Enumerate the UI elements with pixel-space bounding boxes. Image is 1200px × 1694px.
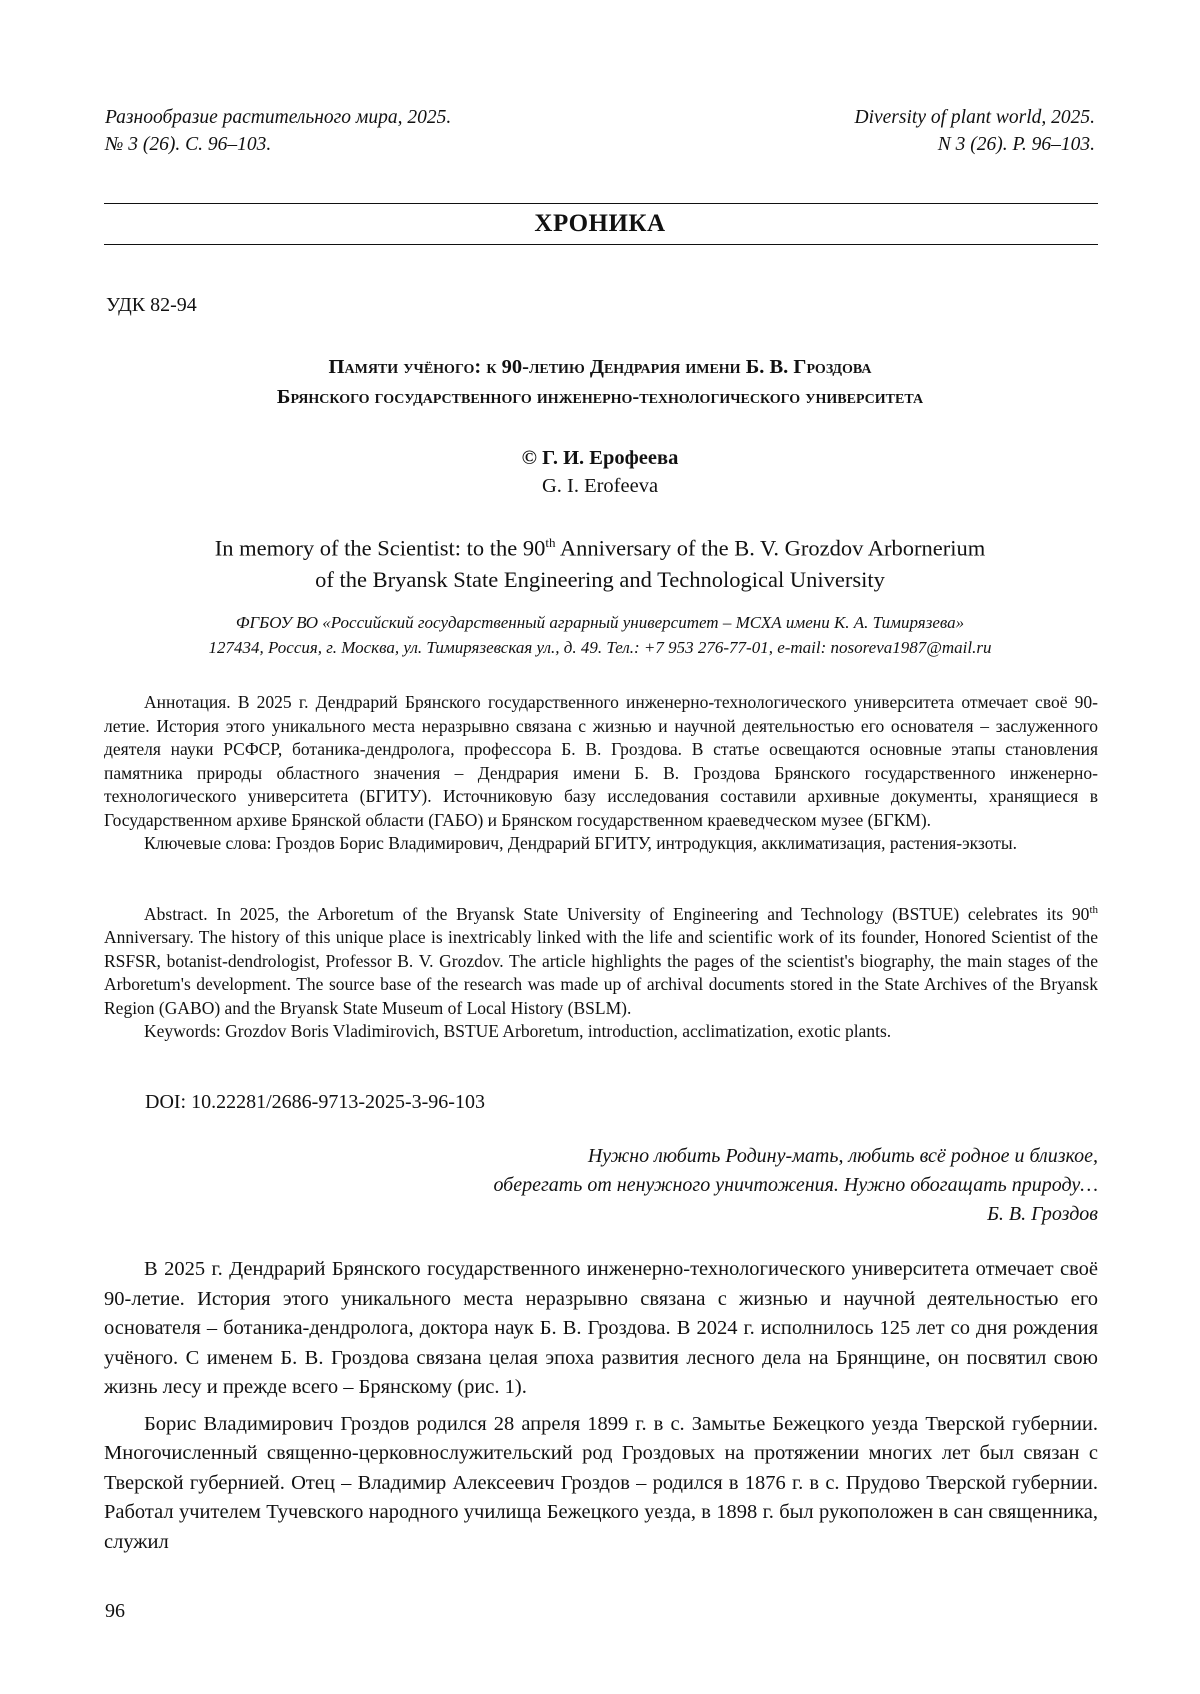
author-ru: © Г. И. Ерофеева — [0, 444, 1200, 472]
article-title — [80, 352, 1120, 412]
abstract-en — [104, 899, 1098, 1044]
doi: DOI: 10.22281/2686-9713-2025-3-96-103 — [145, 1091, 485, 1114]
article-title-line2: Брянского государственного инженерно-технологического университета — [80, 382, 1120, 412]
header-en — [855, 104, 1096, 158]
annotation-ru-text: Аннотация. В 2025 г. Дендрарий Брянского государственного инженерно-технологического университета отмечает своё 90-летие. История этого уникального места неразрывно связана с жизнью и научной деятельностью его основателя – заслуженного деятеля науки РСФСР, ботаника-дендролога, профессора Б. В. Гроздова. В статье освещаются основные этапы становления памятника природы областного значения – Дендрария имени Б. В. Гроздова Брянского государственного инженерно-технологического университета (БГИТУ). Источниковую базу исследования составили архивные документы, хранящиеся в Государственном архиве Брянской области (ГАБО) и Брянском государственном краеведческом музее (БГКМ). — [104, 691, 1098, 832]
epigraph-author: Б. В. Гроздов — [493, 1200, 1098, 1229]
english-title-line1-post: Anniversary of the B. V. Grozdov Arbornerium — [555, 536, 985, 561]
rubric-top-rule — [104, 203, 1098, 204]
abstract-en-sup: th — [1089, 904, 1098, 916]
annotation-ru — [104, 691, 1098, 856]
page-number: 96 — [105, 1600, 125, 1623]
running-header — [105, 104, 1095, 158]
rubric-heading: ХРОНИКА — [0, 210, 1200, 238]
article-body — [104, 1255, 1098, 1564]
affiliation — [110, 610, 1090, 660]
article-title-line1: Памяти учёного: к 90-летию Дендрария имени Б. В. Гроздова — [80, 352, 1120, 382]
author-block — [0, 444, 1200, 500]
affiliation-line1: ФГБОУ ВО «Российский государственный аграрный университет – МСХА имени К. А. Тимирязева» — [110, 610, 1090, 635]
header-en-line2: N 3 (26). P. 96–103. — [855, 131, 1096, 158]
journal-page — [0, 0, 1200, 1694]
epigraph-line2: оберегать от ненужного уничтожения. Нужно обогащать природу… — [493, 1171, 1098, 1200]
english-title — [120, 527, 1080, 595]
body-paragraph-2: Борис Владимирович Гроздов родился 28 апреля 1899 г. в с. Замытье Бежецкого уезда Тверской губернии. Многочисленный священно-церковнослужительский род Гроздовых на протяжении многих лет был связан с Тверской губернией. Отец – Владимир Алексеевич Гроздов – родился в 1876 г. в с. Прудово Тверской губернии. Работал учителем Тучевского народного училища Бежецкого уезда, в 1898 г. был рукоположен в сан священника, служил — [104, 1410, 1098, 1558]
rubric-bottom-rule — [104, 244, 1098, 245]
abstract-en-text-pre: Abstract. In 2025, the Arboretum of the Bryansk State University of Engineering and Technology (BSTUE) celebrates its 90 — [144, 904, 1089, 924]
english-title-line1 — [120, 527, 1080, 564]
affiliation-line2: 127434, Россия, г. Москва, ул. Тимирязевская ул., д. 49. Тел.: +7 953 276-77-01, e-mail: nosoreva1987@mail.ru — [110, 635, 1090, 660]
header-ru — [105, 104, 451, 158]
keywords-en: Keywords: Grozdov Boris Vladimirovich, BSTUE Arboretum, introduction, acclimatization, exotic plants. — [104, 1020, 1098, 1044]
keywords-ru: Ключевые слова: Гроздов Борис Владимирович, Дендрарий БГИТУ, интродукция, акклиматизация, растения-экзоты. — [104, 832, 1098, 856]
english-title-line1-pre: In memory of the Scientist: to the 90 — [215, 536, 546, 561]
author-en: G. I. Erofeeva — [0, 472, 1200, 500]
epigraph — [493, 1142, 1098, 1229]
header-ru-line1: Разнообразие растительного мира, 2025. — [105, 104, 451, 131]
header-ru-line2: № 3 (26). С. 96–103. — [105, 131, 451, 158]
epigraph-line1: Нужно любить Родину-мать, любить всё родное и близкое, — [493, 1142, 1098, 1171]
body-paragraph-1: В 2025 г. Дендрарий Брянского государственного инженерно-технологического университета отмечает своё 90-летие. История этого уникального места неразрывно связана с жизнью и научной деятельностью его основателя – ботаника-дендролога, доктора наук Б. В. Гроздова. В 2024 г. исполнилось 125 лет со дня рождения учёного. С именем Б. В. Гроздова связана целая эпоха развития лесного дела на Брянщине, он посвятил свою жизнь лесу и прежде всего – Брянскому (рис. 1). — [104, 1255, 1098, 1403]
abstract-en-text — [104, 899, 1098, 1020]
udk-code: УДК 82-94 — [106, 294, 197, 317]
header-en-line1: Diversity of plant world, 2025. — [855, 104, 1096, 131]
english-title-sup: th — [545, 535, 555, 550]
abstract-en-text-post: Anniversary. The history of this unique place is inextricably linked with the life and scientific work of its founder, Honored Scientist of the RSFSR, botanist-dendrologist, Professor B. V. Grozdov. The article highlights the pages of the scientist's biography, the main stages of the Arboretum's development. The source base of the research was made up of archival documents stored in the State Archives of the Bryansk Region (GABO) and the Bryansk State Museum of Local History (BSLM). — [104, 927, 1098, 1018]
english-title-line2: of the Bryansk State Engineering and Technological University — [120, 564, 1080, 595]
